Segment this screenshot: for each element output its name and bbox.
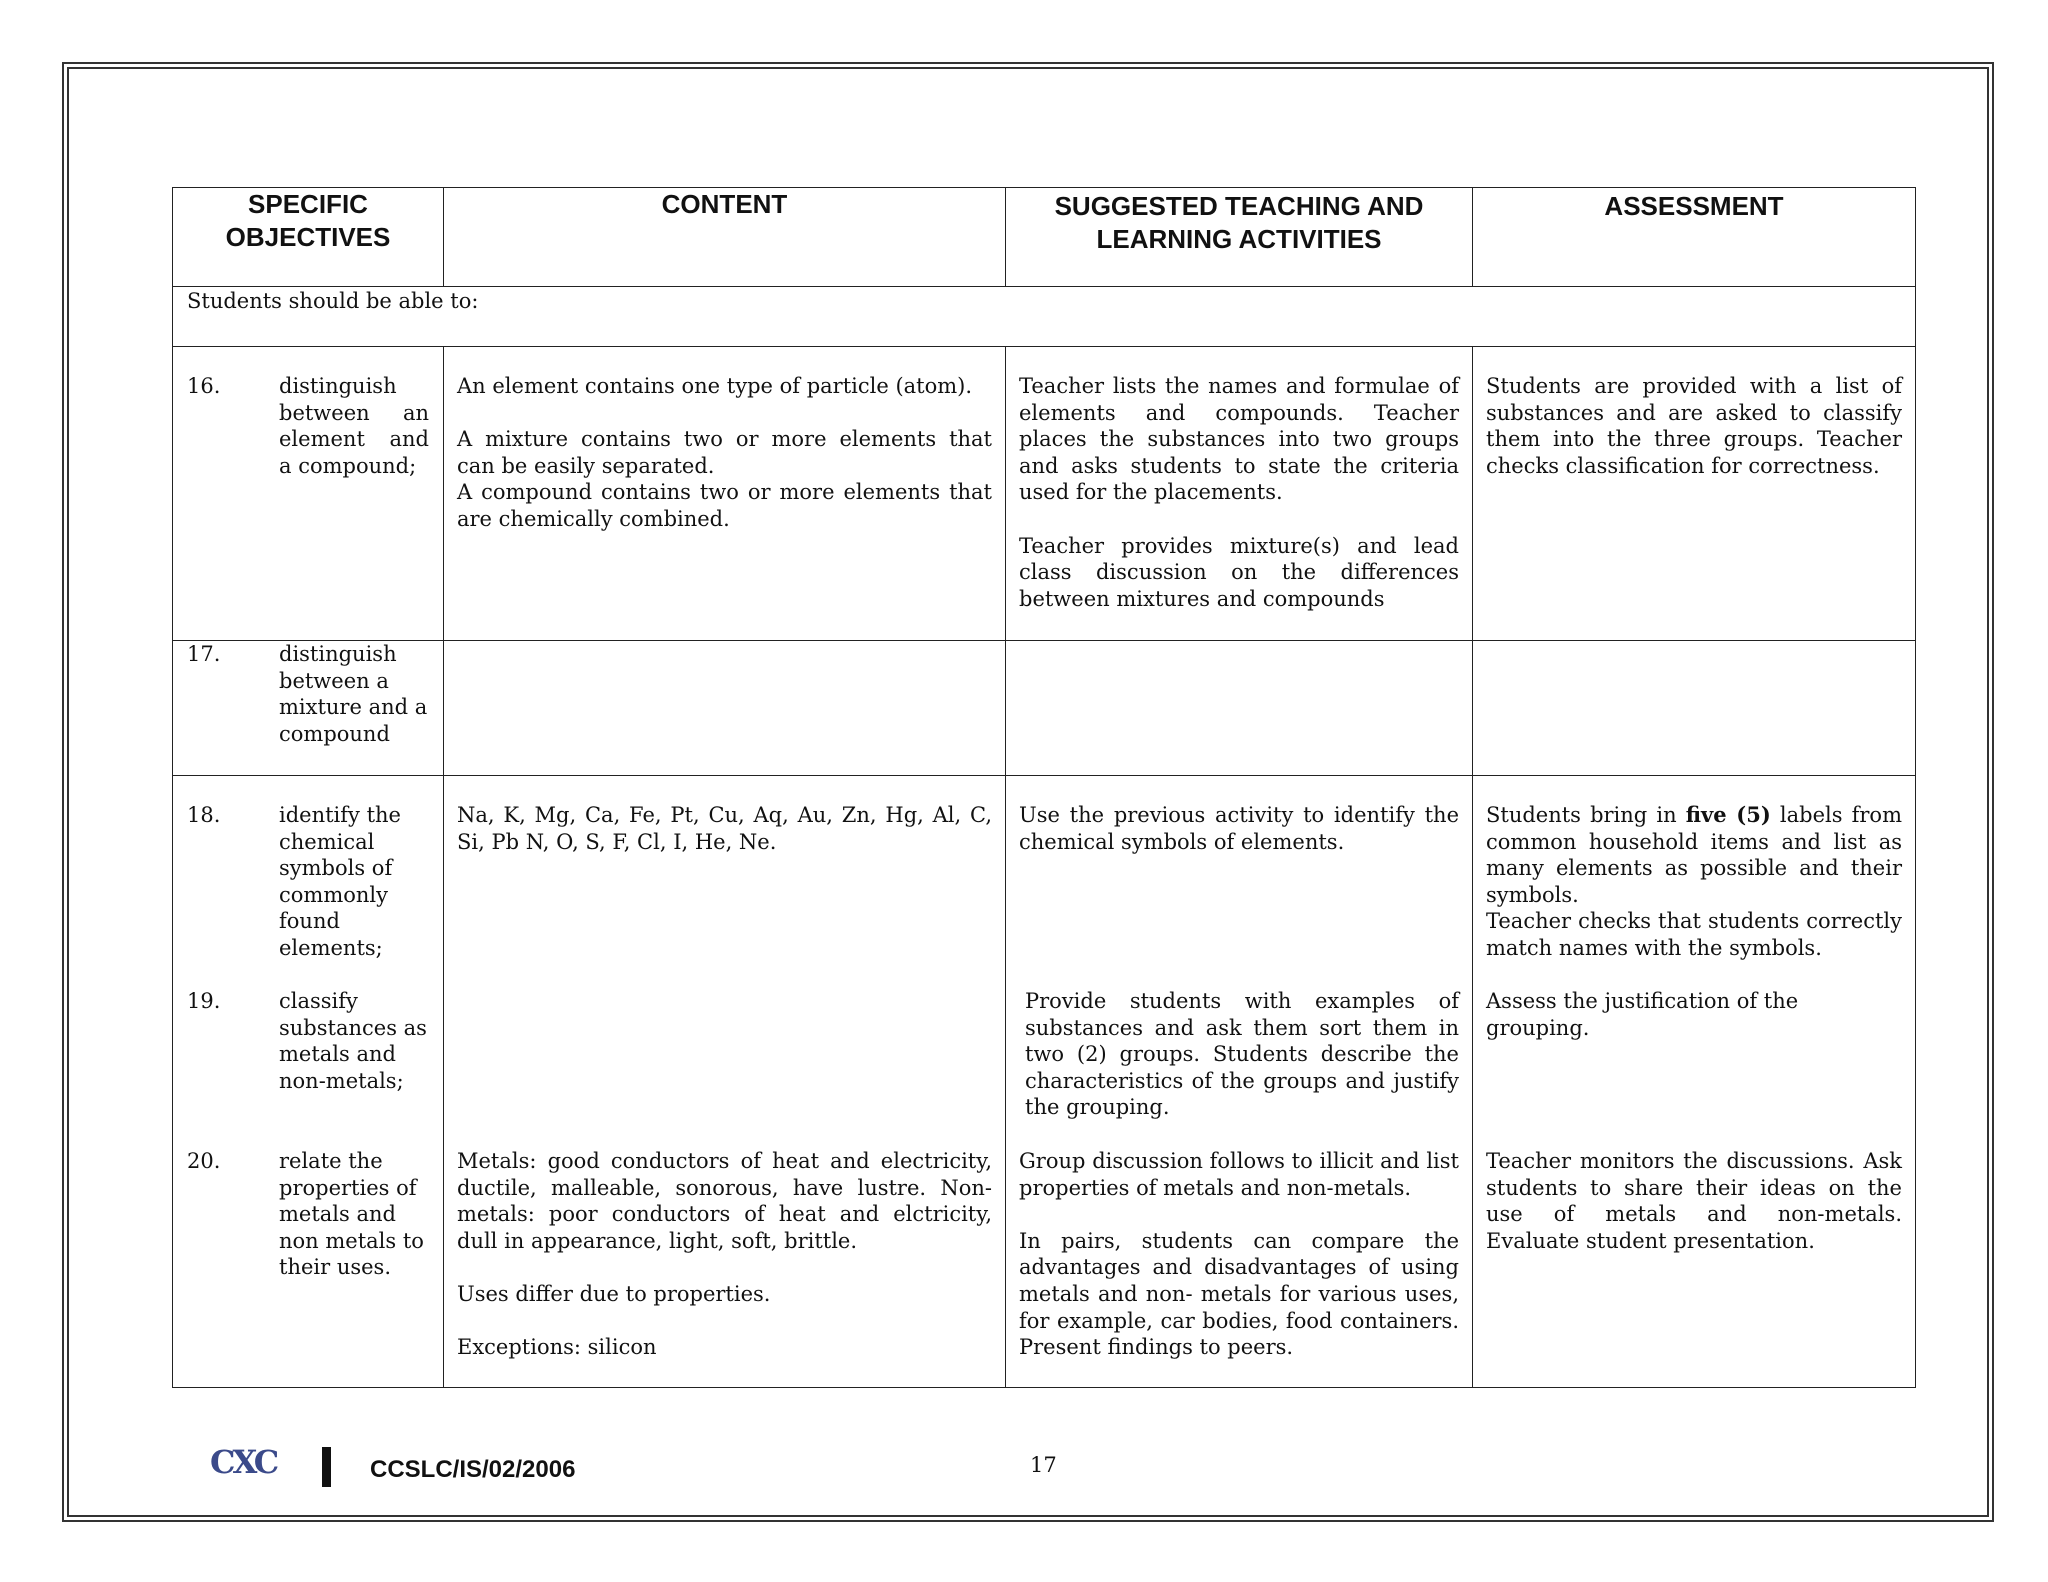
intro-text: Students should be able to: [173,287,1916,347]
content-paragraph: Na, K, Mg, Ca, Fe, Pt, Cu, Aq, Au, Zn, Hg, Al, C, Si, Pb N, O, S, F, Cl, I, He, Ne. [457,803,992,854]
objective-number: 20. [187,1149,221,1173]
objective-number: 16. [187,374,221,398]
assessment-cell [1473,776,1916,1388]
content-paragraph: A mixture contains two or more elements that can be easily separated. [457,427,992,478]
assessment-paragraph: Students bring in five (5) labels from common household items and list as many elements as possible and their symbols. [1486,802,1902,907]
assessment-cell [1473,347,1916,641]
objective-text: identify the chemical symbols of commonly found elements; [279,803,401,960]
bold-count: five (5) [1685,802,1771,827]
activities-cell [1006,641,1473,776]
content-cell [444,641,1006,776]
objective-item [173,988,443,1148]
content-paragraph: An element contains one type of particle (atom). [457,374,973,398]
objective-item [173,1148,443,1281]
objective-number: 19. [187,989,221,1013]
cxc-logo: CXC [210,1443,277,1481]
activity-paragraph: In pairs, students can compare the advantages and disadvantages of using metals and non- metals for various uses, for example, car bodies, food containers. Present findings to peers. [1019,1228,1459,1360]
activities-cell [1006,347,1473,641]
assessment-paragraph: Teacher checks that students correctly match names with the symbols. [1486,909,1902,960]
objective-cell [173,641,444,776]
header-activities: SUGGESTED TEACHING AND LEARNING ACTIVITIES [1006,188,1473,287]
objective-text: relate the properties of metals and non metals to their uses. [279,1149,424,1280]
objective-item [173,802,443,988]
header-specific-objectives: SPECIFIC OBJECTIVES [173,188,444,287]
content-paragraph: Exceptions: silicon [457,1335,657,1360]
content-cell [444,347,1006,641]
objective-text: distinguish between an element and a compound; [279,374,429,478]
document-code: CCSLC/IS/02/2006 [370,1456,576,1483]
activities-cell [1006,776,1473,1388]
header-assessment: ASSESSMENT [1473,188,1916,287]
objective-number: 17. [187,642,221,666]
activity-paragraph: Group discussion follows to illicit and list properties of metals and non-metals. [1019,1149,1459,1200]
curriculum-table [172,187,1916,1388]
page-number: 17 [1030,1453,1057,1477]
activity-paragraph: Use the previous activity to identify the chemical symbols of elements. [1019,803,1459,854]
content-paragraph: Uses differ due to properties. [457,1281,771,1306]
content-paragraph: A compound contains two or more elements that are chemically combined. [457,480,992,531]
content-cell [444,776,1006,1388]
assessment-cell [1473,641,1916,776]
objective-number: 18. [187,803,221,827]
objective-text: distinguish between a mixture and a compound [279,642,428,746]
activity-paragraph: Teacher provides mixture(s) and lead class discussion on the differences between mixtures and compounds [1019,533,1459,611]
intro-row [173,287,1916,347]
assessment-paragraph: Assess the justification of the grouping. [1486,989,1799,1040]
objective-cell [173,776,444,1388]
header-content: CONTENT [444,188,1006,287]
objective-text: classify substances as metals and non-metals; [279,989,427,1093]
table-row [173,776,1916,1388]
assessment-paragraph: Students are provided with a list of substances and are asked to classify them into the three groups. Teacher checks classification for correctness. [1486,374,1902,478]
content-paragraph: Metals: good conductors of heat and electricity, ductile, malleable, sonorous, have lustre. Non-metals: poor conductors of heat and elctricity, dull in appearance, light, soft, brittle. [457,1149,992,1253]
footer-divider [322,1447,331,1487]
activity-paragraph: Teacher lists the names and formulae of elements and compounds. Teacher places the substances into two groups and asks students to state the criteria used for the placements. [1019,374,1459,505]
assessment-paragraph: Teacher monitors the discussions. Ask students to share their ideas on the use of metals and non-metals. Evaluate student presentation. [1486,1149,1902,1253]
table-header-row [173,188,1916,287]
table-row [173,347,1916,641]
objective-cell [173,347,444,641]
table-row [173,641,1916,776]
activity-paragraph: Provide students with examples of substances and ask them sort them in two (2) groups. Students describe the characteristics of the groups and justify the grouping. [1025,989,1459,1120]
